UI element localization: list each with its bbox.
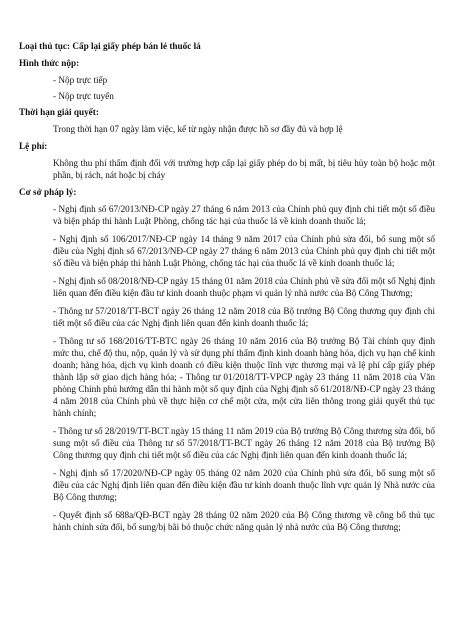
procedure-type-label: Loại thủ tục: bbox=[19, 41, 71, 51]
legal-basis-item: - Nghị định số 08/2018/NĐ-CP ngày 15 tháng 01 năm 2018 của Chính phủ về sửa đổi một số Nghị định liên quan đến điều kiện đầu tư kinh doanh thuộc phạm vi quản lý nhà nước của Bộ Công Thương; bbox=[53, 276, 435, 298]
deadline-heading: Thời hạn giải quyết: bbox=[19, 107, 99, 117]
legal-basis-heading: Cơ sở pháp lý: bbox=[19, 187, 77, 197]
procedure-type-value: Cấp lại giấy phép bán lẻ thuốc lá bbox=[72, 41, 201, 51]
legal-basis-item: - Quyết định số 688a/QĐ-BCT ngày 28 tháng 02 năm 2020 của Bộ Công thương về công bố thủ tục hành chính sửa đổi, bổ sung/bị bãi bỏ thuộc chức năng quản lý nhà nước của Bộ Công thương; bbox=[53, 510, 435, 532]
procedure-type bbox=[19, 40, 435, 52]
submission-method-direct: - Nộp trực tiếp bbox=[53, 75, 108, 85]
submission-heading: Hình thức nộp: bbox=[19, 58, 80, 68]
submission-method-online: - Nộp trực tuyến bbox=[53, 91, 114, 101]
fee-text: Không thu phí thẩm định đối với trường hợp cấp lại giấy phép do bị mất, bị tiêu hủy toàn bộ hoặc một phần, bị rách, nát hoặc bị cháy bbox=[53, 158, 435, 180]
legal-basis-item: - Thông tư số 168/2016/TT-BTC ngày 26 tháng 10 năm 2016 của Bộ trưởng Bộ Tài chính quy định mức thu, chế độ thu, nộp, quản lý và sử dụng phí thẩm định kinh doanh hàng hóa, dịch vụ hạn chế kinh doanh; hàng hóa, dịch vụ kinh doanh có điều kiện thuộc lĩnh vực thương mại và lệ phí cấp giấy phép thành lập sở giao dịch hàng hóa; - Thông tư 01/2018/TT-VPCP ngày 23 tháng 11 năm 2018 của Văn phòng Chính phủ hướng dẫn thi hành một số quy định của Nghị định số 61/2018/NĐ-CP ngày 23 tháng 4 năm 2018 của Chính phủ về thực hiện cơ chế một cửa, một cửa liên thông trong giải quyết thủ tục hành chính; bbox=[53, 336, 435, 418]
fee-heading: Lệ phí: bbox=[19, 141, 48, 151]
legal-basis-item: - Nghị định số 67/2013/NĐ-CP ngày 27 tháng 6 năm 2013 của Chính phủ quy định chi tiết một số điều và biện pháp thi hành Luật Phòng, chống tác hại của thuốc lá về kinh doanh thuốc lá; bbox=[53, 204, 435, 226]
legal-basis-item: - Thông tư số 28/2019/TT-BCT ngày 15 tháng 11 năm 2019 của Bộ trưởng Bộ Công thương sửa đổi, bổ sung một số điều của Thông tư số 57/2018/TT-BCT ngày 26 tháng 12 năm 2018 của Bộ trưởng Bộ Công thương quy định chi tiết một số điều của các Nghị định liên quan đến kinh doanh thuốc lá; bbox=[53, 426, 435, 460]
procedure-document bbox=[19, 40, 435, 539]
legal-basis-item: - Nghị định số 106/2017/NĐ-CP ngày 14 tháng 9 năm 2017 của Chính phủ sửa đổi, bổ sung một số điều của Nghị định số 67/2013/NĐ-CP ngày 27 tháng 6 năm 2013 của Chính phủ quy định chi tiết một số điều và biện pháp thi hành Luật Phòng, chống tác hại của thuốc lá về kinh doanh thuốc lá; bbox=[53, 234, 435, 268]
legal-basis-item: - Nghị định số 17/2020/NĐ-CP ngày 05 tháng 02 năm 2020 của Chính phủ sửa đổi, bổ sung một số điều của các Nghị định liên quan đến điều kiện đầu tư kinh doanh thuộc lĩnh vực quản lý Nhà nước của Bộ Công thương; bbox=[53, 468, 435, 502]
deadline-text: Trong thời hạn 07 ngày làm việc, kể từ ngày nhận được hồ sơ đầy đủ và hợp lệ bbox=[53, 124, 343, 134]
legal-basis-item: - Thông tư 57/2018/TT-BCT ngày 26 tháng 12 năm 2018 của Bộ trưởng Bộ Công thương quy định chi tiết một số điều của các Nghị định liên quan đến kinh doanh thuốc lá; bbox=[53, 306, 435, 328]
